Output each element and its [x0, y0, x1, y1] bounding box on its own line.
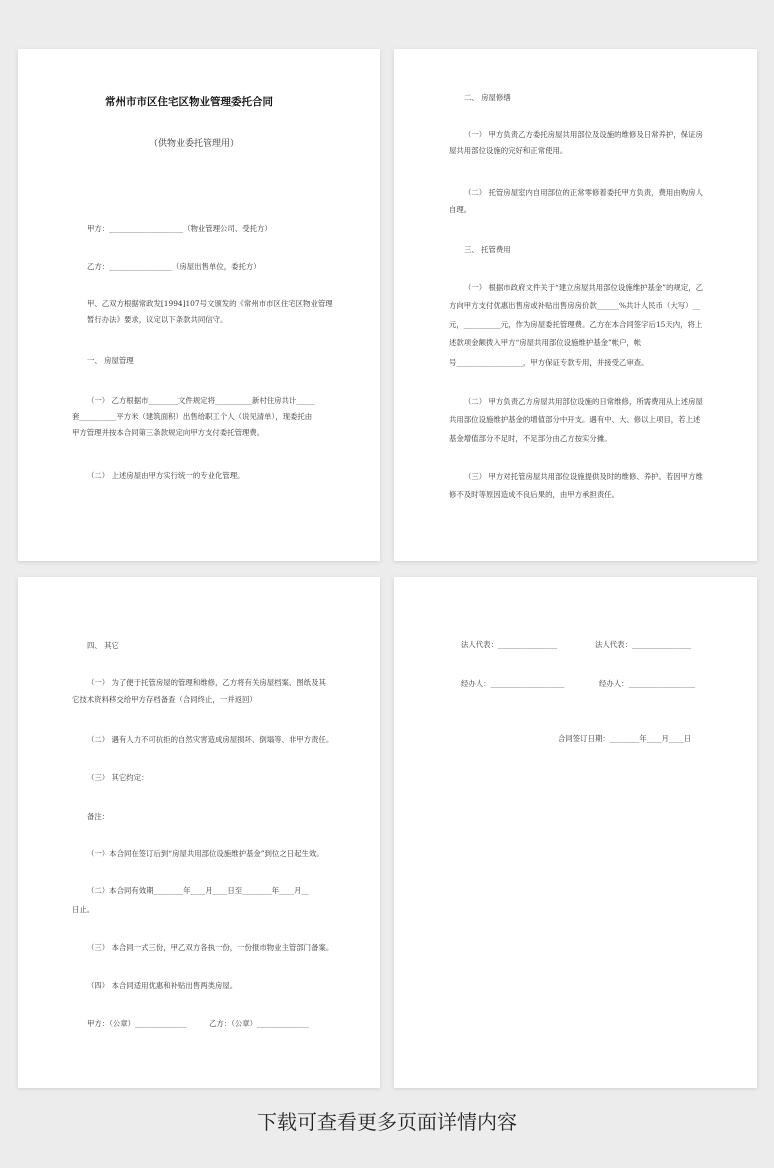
agent-a: 经办人：____________________: [461, 679, 565, 688]
intro-line-2: 暂行办法》要求，议定以下条款共同信守。: [87, 315, 228, 324]
note-2-line-2: 日止。: [72, 905, 95, 914]
legal-rep-a: 法人代表：________________: [461, 640, 558, 649]
legal-rep-b: 法人代表：________________: [595, 640, 692, 649]
signature-party-b: 乙方：（公章）______________: [209, 1019, 309, 1028]
note-3: （三） 本合同一式三份，甲乙双方各执一份，一份报市物业主管部门备案。: [87, 943, 334, 952]
clause-4-2: （二） 遇有人力不可抗拒的自然灾害造成房屋损坏、倒塌等、非甲方责任。: [87, 735, 334, 744]
clause-2-1-line-2: 屋共用部位设施的完好和正常使用。: [449, 146, 568, 155]
clause-3-1-line-1: （一） 根据市政府文件关于“建立房屋共用部位设施维护基金”的规定，乙: [464, 283, 704, 292]
download-more-caption: 下载可查看更多页面详情内容: [257, 1110, 517, 1134]
section-4-heading: 四、 其它: [87, 641, 119, 650]
clause-3-1-line-4: 述款项金额拨入甲方“房屋共用部位设施维护基金”帐户，帐: [449, 338, 642, 347]
party-a-line: 甲方：____________________（物业管理公司、受托方）: [87, 224, 272, 233]
clause-3-2-line-3: 基金增值部分不足时，不足部分由乙方按实分摊。: [449, 434, 612, 443]
party-b-line: 乙方：_________________（房屋出售单位，委托方）: [87, 262, 261, 271]
contract-page-2: [394, 49, 757, 561]
section-1-heading: 一、 房屋管理: [87, 356, 134, 365]
clause-2-2-line-2: 自理。: [449, 205, 472, 214]
contract-title: 常州市市区住宅区物业管理委托合同: [105, 96, 273, 108]
clause-1-2: （二） 上述房屋由甲方实行统一的专业化管理。: [87, 471, 245, 480]
agent-b: 经办人：__________________: [599, 679, 696, 688]
clause-1-1-line-2: 套__________平方米（建筑面积）出售给职工个人（说见清单），现委托由: [72, 412, 313, 421]
signing-date: 合同签订日期：________年____月____日: [558, 734, 692, 743]
clause-4-1-line-1: （一） 为了便于托管房屋的管理和维修，乙方将有关房屋档案、图纸及其: [87, 678, 326, 687]
clause-1-1-line-1: （一） 乙方根据市________文件规定将__________新村住房共计_____: [87, 396, 315, 405]
section-3-heading: 三、 托管费用: [464, 245, 511, 254]
note-4: （四） 本合同适用优惠和补贴出售两类房屋。: [87, 981, 238, 990]
contract-subtitle: （供物业委托管理用）: [149, 139, 240, 149]
contract-page-3: [18, 577, 380, 1088]
clause-4-1-line-2: 它技术资料移交给甲方存档备查（合同终止，一并返回）: [72, 695, 257, 704]
clause-3-1-line-5: 号__________________，甲方保证专款专用，并接受乙审查。: [449, 358, 649, 367]
clause-3-1-line-2: 方向甲方支付优惠出售房或补贴出售房房价款______%共计人民币（大写）__: [449, 301, 700, 310]
signature-party-a: 甲方：（公章）______________: [87, 1019, 187, 1028]
contract-page-1: [18, 49, 380, 561]
note-2-line-1: （二）本合同有效期________年____月____日至________年____月__: [87, 886, 309, 895]
clause-3-3-line-1: （三） 甲方对托管房屋共用部位设施提供及时的维修、养护。若因甲方维: [464, 472, 703, 481]
note-1: （一）本合同在签订后到“房屋共用部位设施维护基金”到位之日起生效。: [87, 849, 324, 858]
contract-page-4: [394, 577, 757, 1088]
clause-3-2-line-1: （二） 甲方负责乙方房屋共用部位设施的日常维修，所需费用从上述房屋: [464, 397, 703, 406]
remarks-label: 备注：: [87, 812, 110, 821]
clause-3-1-line-3: 元，__________元，作为房屋委托管理费。乙方在本合同签字后15天内，将上: [449, 320, 703, 329]
clause-3-3-line-2: 修不及时等原因造成不良后果的，由甲方承担责任。: [449, 490, 619, 499]
section-2-heading: 二、 房屋修缮: [464, 93, 511, 102]
clause-2-2-line-1: （二） 托管房屋室内自用部位的正常零修着委托甲方负责，费用由购房人: [464, 188, 703, 197]
clause-3-2-line-2: 共用部位设施维护基金的增值部分中开支。遇有中、大、修以上项目，若上述: [449, 415, 701, 424]
clause-4-3: （三） 其它约定：: [87, 773, 149, 782]
intro-line-1: 甲、乙双方根据常政发[1994]107号文颁发的《常州市市区住宅区物业管理: [87, 299, 333, 308]
clause-1-1-line-3: 甲方管理并按本合同第三条款规定向甲方支付委托管理费。: [72, 428, 265, 437]
clause-2-1-line-1: （一） 甲方负责乙方委托房屋共用部位及设施的维修及日常养护，保证房: [464, 130, 703, 139]
